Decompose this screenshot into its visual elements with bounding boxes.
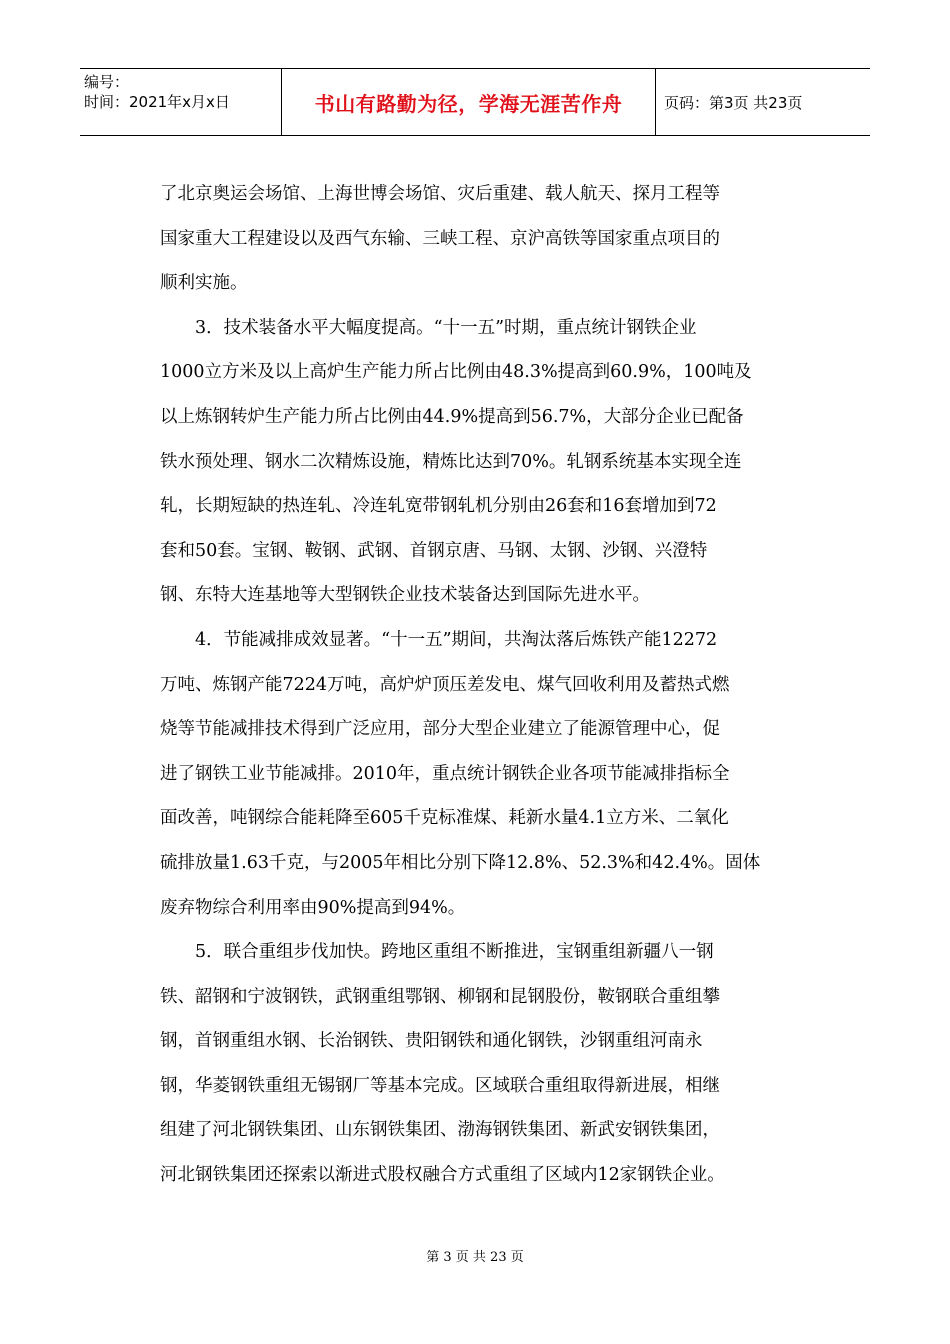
body-line: 钢、东特大连基地等大型钢铁企业技术装备达到国际先进水平。 (160, 585, 650, 606)
body-line: 硫排放量1.63千克，与2005年相比分别下降12.8%、52.3%和42.4%。固体 (160, 852, 761, 873)
body-line: 顺利实施。 (160, 273, 248, 294)
body-line: 铁水预处理、钢水二次精炼设施，精炼比达到70%。轧钢系统基本实现全连 (160, 451, 742, 472)
body-line: 进了钢铁工业节能减排。2010年，重点统计钢铁企业各项节能减排指标全 (160, 763, 730, 784)
body-line: 组建了河北钢铁集团、山东钢铁集团、渤海钢铁集团、新武安钢铁集团， (160, 1120, 720, 1141)
page-footer (0, 1246, 950, 1265)
page-info: 页码：第3页 共23页 (664, 93, 803, 112)
body-line: 3．技术装备水平大幅度提高。“十一五”时期，重点统计钢铁企业 (160, 317, 697, 338)
document-body (160, 172, 790, 1198)
body-line: 面改善，吨钢综合能耗降至605千克标准煤、耗新水量4.1立方米、二氧化 (160, 808, 729, 829)
footer-page-number: 第 3 页 共 23 页 (426, 1250, 524, 1265)
header-meta-cell (80, 69, 282, 135)
body-line: 废弃物综合利用率由90%提高到94%。 (160, 897, 466, 918)
body-line: 4．节能减排成效显著。“十一五”期间，共淘汰落后炼铁产能12272 (160, 629, 718, 650)
body-line: 了北京奥运会场馆、上海世博会场馆、灾后重建、载人航天、探月工程等 (160, 184, 720, 204)
body-line: 轧，长期短缺的热连轧、冷连轧宽带钢轧机分别由26套和16套增加到72 (160, 496, 717, 517)
body-line: 烧等节能减排技术得到广泛应用，部分大型企业建立了能源管理中心，促 (160, 719, 720, 740)
body-line: 套和50套。宝钢、鞍钢、武钢、首钢京唐、马钢、太钢、沙钢、兴澄特 (160, 540, 708, 561)
document-header (80, 68, 870, 136)
body-line: 国家重大工程建设以及西气东输、三峡工程、京沪高铁等国家重点项目的 (160, 228, 720, 249)
body-line: 5．联合重组步伐加快。跨地区重组不断推进，宝钢重组新疆八一钢 (160, 942, 714, 963)
body-line: 河北钢铁集团还探索以渐进式股权融合方式重组了区域内12家钢铁企业。 (160, 1165, 725, 1186)
body-line: 铁、韶钢和宁波钢铁，武钢重组鄂钢、柳钢和昆钢股份，鞍钢联合重组攀 (160, 986, 720, 1007)
date-line: 时间：2021年x月x日 (84, 93, 230, 111)
body-line: 以上炼钢转炉生产能力所占比例由44.9%提高到56.7%，大部分企业已配备 (160, 406, 744, 427)
number-label: 编号： (84, 73, 130, 91)
header-motto-cell (282, 69, 656, 135)
header-page-cell (656, 69, 870, 135)
body-line: 1000立方米及以上高炉生产能力所占比例由48.3%提高到60.9%，100吨及 (160, 362, 752, 383)
body-line: 钢，华菱钢铁重组无锡钢厂等基本完成。区域联合重组取得新进展，相继 (160, 1075, 720, 1096)
body-line: 钢，首钢重组水钢、长治钢铁、贵阳钢铁和通化钢铁，沙钢重组河南永 (160, 1031, 703, 1052)
body-line: 万吨、炼钢产能7224万吨，高炉炉顶压差发电、煤气回收利用及蓄热式燃 (160, 674, 730, 695)
motto-text: 书山有路勤为径，学海无涯苦作舟 (314, 91, 623, 116)
